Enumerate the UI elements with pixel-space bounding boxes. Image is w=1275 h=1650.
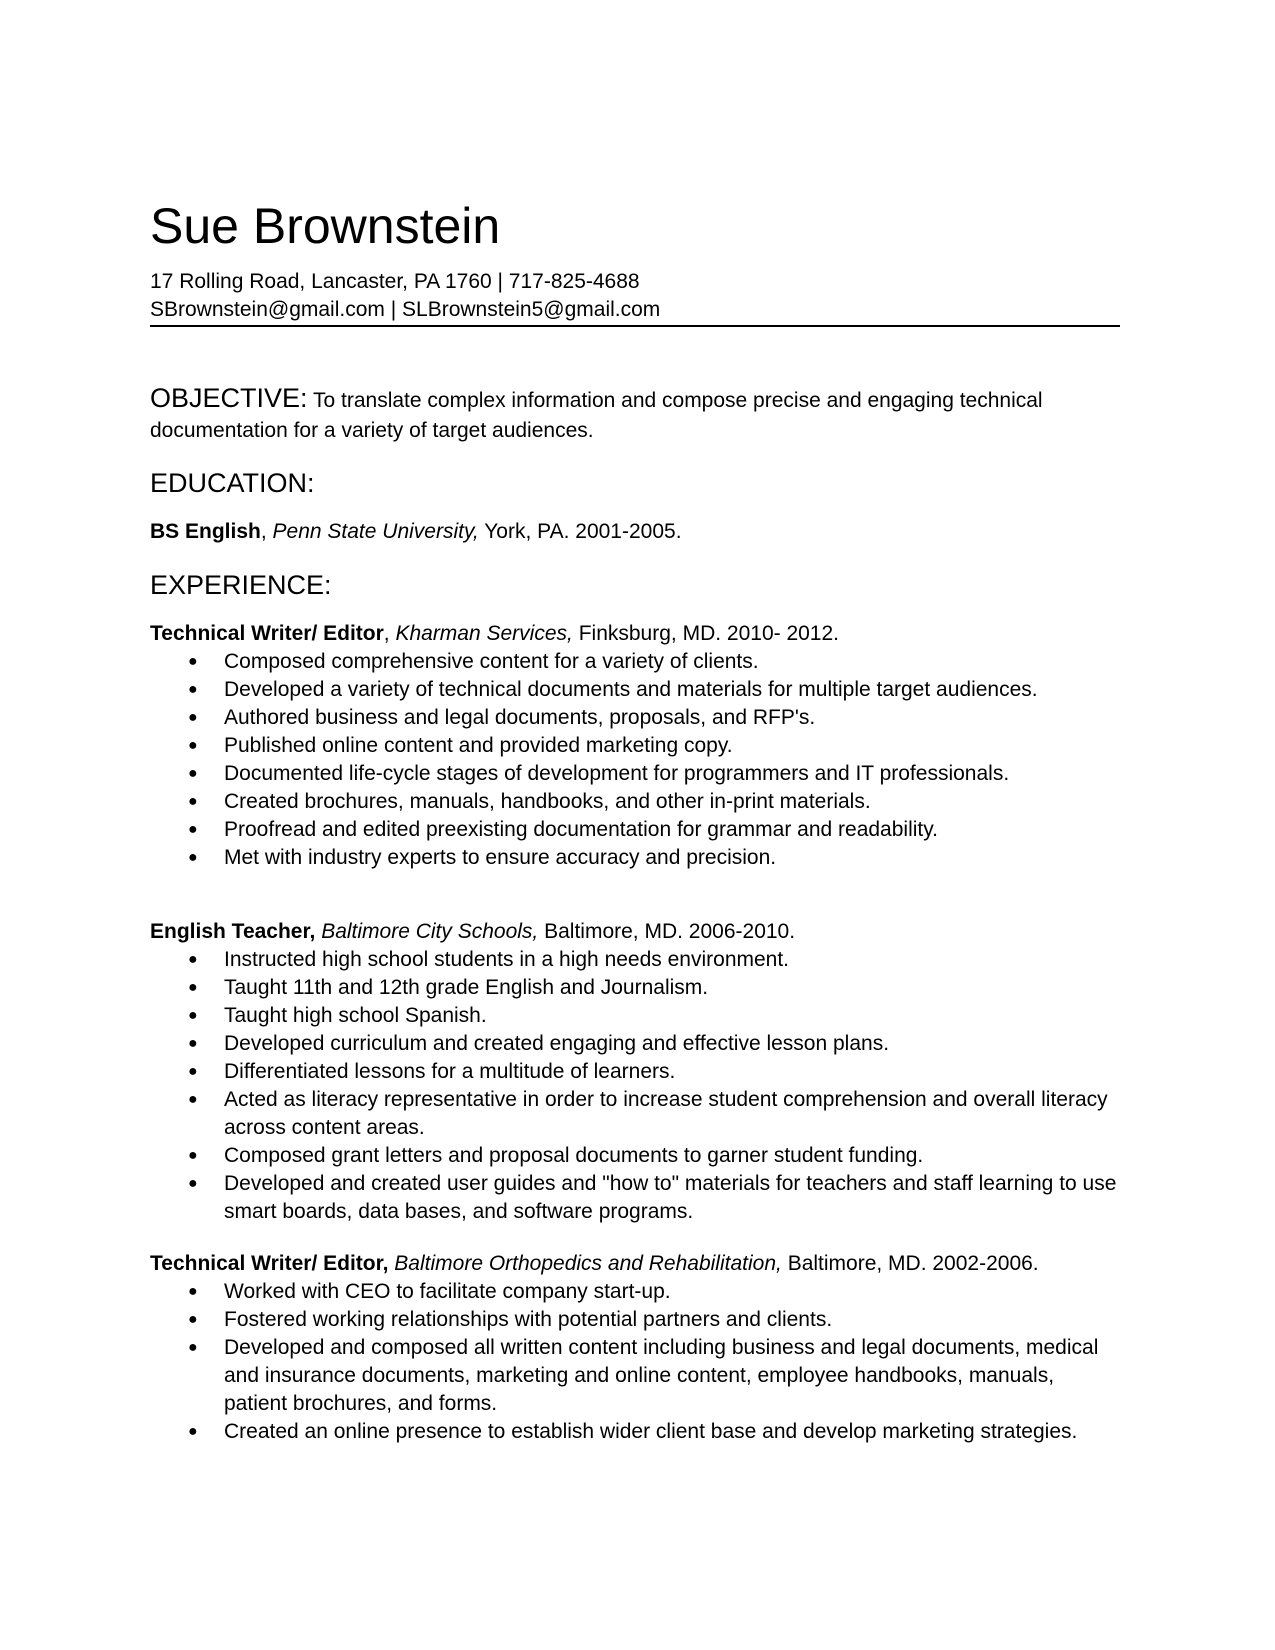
education-degree: BS English bbox=[150, 520, 261, 543]
list-item bbox=[150, 1334, 1120, 1418]
list-item bbox=[150, 974, 1120, 1002]
list-item bbox=[150, 648, 1120, 676]
bullet-icon: ● bbox=[188, 1147, 198, 1164]
list-item bbox=[150, 844, 1120, 872]
job-location-dates: Baltimore, MD. 2006-2010. bbox=[544, 920, 796, 943]
candidate-name: Sue Brownstein bbox=[150, 198, 501, 254]
bullet-icon: ● bbox=[188, 1091, 198, 1108]
contact-block bbox=[150, 268, 1120, 324]
bullet-text: Published online content and provided marketing copy. bbox=[224, 734, 733, 757]
list-item bbox=[150, 1086, 1120, 1142]
bullet-text: Differentiated lessons for a multitude of learners. bbox=[224, 1060, 676, 1083]
bullet-text: Created brochures, manuals, handbooks, and other in-print materials. bbox=[224, 790, 871, 813]
bullet-text: Authored business and legal documents, proposals, and RFP's. bbox=[224, 706, 816, 729]
bullet-text: Created an online presence to establish wider client base and develop marketing strategies. bbox=[224, 1420, 1078, 1443]
job-title: English Teacher, bbox=[150, 920, 316, 943]
education-location-dates: York, PA. 2001-2005. bbox=[484, 520, 682, 543]
bullet-text: Composed comprehensive content for a variety of clients. bbox=[224, 650, 759, 673]
job-bullets bbox=[150, 946, 1120, 1226]
bullet-icon: ● bbox=[188, 1339, 198, 1356]
job-entry bbox=[150, 620, 1120, 872]
bullet-text: Developed curriculum and created engaging and effective lesson plans. bbox=[224, 1032, 890, 1055]
bullet-icon: ● bbox=[188, 737, 198, 754]
contact-address-phone: 17 Rolling Road, Lancaster, PA 1760 | 717-825-4688 bbox=[150, 270, 640, 293]
job-header bbox=[150, 1250, 1120, 1278]
bullet-icon: ● bbox=[188, 709, 198, 726]
bullet-text: Developed a variety of technical documents and materials for multiple target audiences. bbox=[224, 678, 1038, 701]
list-item bbox=[150, 760, 1120, 788]
education-school: Penn State University, bbox=[272, 520, 479, 543]
bullet-icon: ● bbox=[188, 653, 198, 670]
bullet-text: Taught high school Spanish. bbox=[224, 1004, 487, 1027]
list-item bbox=[150, 788, 1120, 816]
list-item bbox=[150, 1142, 1120, 1170]
header-divider bbox=[150, 325, 1120, 327]
resume-page bbox=[150, 196, 1120, 1446]
bullet-text: Developed and composed all written content including business and legal documents, medical and insurance documents, marketing and online content, employee handbooks, manuals, patient brochures, and forms. bbox=[224, 1336, 1099, 1415]
list-item bbox=[150, 1058, 1120, 1086]
bullet-icon: ● bbox=[188, 951, 198, 968]
list-item bbox=[150, 946, 1120, 974]
bullet-text: Acted as literacy representative in order to increase student comprehension and overall literacy across content areas. bbox=[224, 1088, 1108, 1139]
bullet-icon: ● bbox=[188, 681, 198, 698]
bullet-icon: ● bbox=[188, 765, 198, 782]
job-employer: Baltimore Orthopedics and Rehabilitation, bbox=[394, 1252, 782, 1275]
bullet-icon: ● bbox=[188, 1035, 198, 1052]
job-header: Technical Writer/ Editor, Kharman Services, Finksburg, MD. 2010- 2012. bbox=[150, 622, 839, 645]
list-item bbox=[150, 1278, 1120, 1306]
contact-emails: SBrownstein@gmail.com | SLBrownstein5@gmail.com bbox=[150, 298, 661, 321]
job-location-dates: Finksburg, MD. 2010- 2012. bbox=[578, 622, 839, 645]
job-location-dates: Baltimore, MD. 2002-2006. bbox=[787, 1252, 1039, 1275]
bullet-icon: ● bbox=[188, 793, 198, 810]
list-item bbox=[150, 1306, 1120, 1334]
job-employer: Baltimore City Schools, bbox=[321, 920, 539, 943]
list-item bbox=[150, 1418, 1120, 1446]
bullet-text: Proofread and edited preexisting documentation for grammar and readability. bbox=[224, 818, 939, 841]
bullet-icon: ● bbox=[188, 979, 198, 996]
experience-heading: EXPERIENCE: bbox=[150, 570, 332, 600]
bullet-icon: ● bbox=[188, 1311, 198, 1328]
list-item bbox=[150, 1170, 1120, 1226]
bullet-text: Taught 11th and 12th grade English and Journalism. bbox=[224, 976, 709, 999]
bullet-icon: ● bbox=[188, 1007, 198, 1024]
bullet-text: Met with industry experts to ensure accuracy and precision. bbox=[224, 846, 777, 869]
objective-section bbox=[150, 383, 1120, 446]
bullet-text: Developed and created user guides and "how to" materials for teachers and staff learning to use smart boards, data bases, and software programs. bbox=[224, 1172, 1117, 1223]
bullet-icon: ● bbox=[188, 1423, 198, 1440]
education-heading: EDUCATION: bbox=[150, 468, 315, 498]
list-item bbox=[150, 704, 1120, 732]
bullet-icon: ● bbox=[188, 1175, 198, 1192]
bullet-icon: ● bbox=[188, 1063, 198, 1080]
bullet-text: Worked with CEO to facilitate company start-up. bbox=[224, 1280, 671, 1303]
job-entry bbox=[150, 918, 1120, 1226]
objective-label: OBJECTIVE: bbox=[150, 383, 308, 413]
education-entry: BS English, Penn State University, York, PA. 2001-2005. bbox=[150, 520, 682, 543]
objective-text: To translate complex information and compose precise and engaging technical documentation for a variety of target audiences. bbox=[150, 389, 1043, 442]
job-bullets bbox=[150, 648, 1120, 872]
bullet-text: Composed grant letters and proposal documents to garner student funding. bbox=[224, 1144, 924, 1167]
job-employer: Kharman Services, bbox=[395, 622, 573, 645]
job-header bbox=[150, 918, 1120, 946]
bullet-icon: ● bbox=[188, 849, 198, 866]
job-bullets bbox=[150, 1278, 1120, 1446]
bullet-icon: ● bbox=[188, 821, 198, 838]
job-title: Technical Writer/ Editor, bbox=[150, 1252, 389, 1275]
list-item bbox=[150, 732, 1120, 760]
job-entry bbox=[150, 1250, 1120, 1446]
job-title: Technical Writer/ Editor bbox=[150, 622, 384, 645]
list-item bbox=[150, 676, 1120, 704]
bullet-text: Fostered working relationships with potential partners and clients. bbox=[224, 1308, 833, 1331]
bullet-text: Instructed high school students in a high needs environment. bbox=[224, 948, 790, 971]
list-item bbox=[150, 1030, 1120, 1058]
bullet-icon: ● bbox=[188, 1283, 198, 1300]
bullet-text: Documented life-cycle stages of development for programmers and IT professionals. bbox=[224, 762, 1010, 785]
list-item bbox=[150, 816, 1120, 844]
list-item bbox=[150, 1002, 1120, 1030]
